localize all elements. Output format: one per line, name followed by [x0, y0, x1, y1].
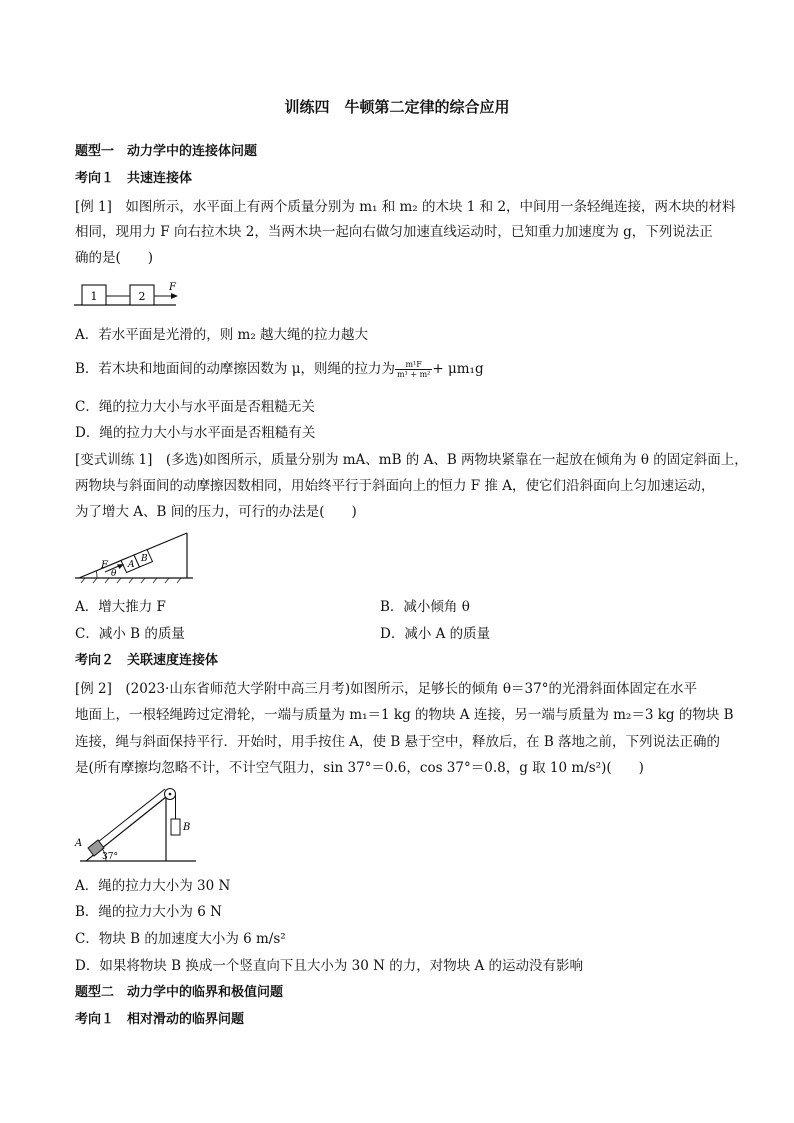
var1-option-a: A．增大推力 F [75, 599, 166, 615]
ex1-option-b-tail: + μm₁g [432, 361, 484, 377]
ex1-fraction-numerator: m¹F [395, 360, 432, 370]
ex1-text-line1: [例 1] 如图所示，水平面上有两个质量分别为 m₁ 和 m₂ 的木块 1 和 2，中间用一条轻绳连接，两木块的材料 [75, 199, 736, 215]
ex2-block-b-label: B [183, 822, 191, 833]
ex2-text-line1: [例 2] (2023·山东省师范大学附中高三月考)如图所示，足够长的倾角 θ＝37°的光滑斜面体固定在水平 [75, 681, 697, 697]
ex2-option-a: A．绳的拉力大小为 30 N [75, 878, 231, 894]
ex1-fraction-denominator: m¹ + m² [397, 370, 431, 379]
subsection-heading-1: 考向１ 共速连接体 [75, 171, 193, 186]
page-title: 训练四 牛顿第二定律的综合应用 [284, 98, 510, 116]
ex2-option-c: C．物块 B 的加速度大小为 6 m/s² [75, 931, 286, 947]
ex2-text-line3: 连接，绳与斜面保持平行．开始时，用手按住 A，使 B 悬于空中，释放后，在 B 落地之前，下列说法正确的 [75, 734, 721, 750]
ex1-force-label: F [169, 282, 176, 293]
subsection-heading-3: 考向１ 相对滑动的临界问题 [75, 1012, 245, 1027]
ex1-option-d: D．绳的拉力大小与水平面是否粗糙有关 [75, 425, 316, 441]
ex2-text-line2: 地面上，一根轻绳跨过定滑轮，一端与质量为 m₁＝1 kg 的物块 A 连接，另一端与质量为 m₂＝3 kg 的物块 B [75, 707, 734, 723]
ex1-option-b-text: B．若木块和地面间的动摩擦因数为 μ，则绳的拉力为 [75, 361, 395, 377]
var1-block-a-label: A [128, 560, 135, 570]
ex1-option-b-fraction [395, 360, 432, 379]
ex2-option-d: D．如果将物块 B 换成一个竖直向下且大小为 30 N 的力，对物块 A 的运动没有影响 [75, 958, 584, 974]
section-heading-1: 题型一 动力学中的连接体问题 [75, 144, 258, 159]
ex1-option-c: C．绳的拉力大小与水平面是否粗糙无关 [75, 399, 315, 415]
var1-text-line2: 两物块与斜面间的动摩擦因数相同，用始终平行于斜面向上的恒力 F 推 A，使它们沿斜面向上匀加速运动， [75, 478, 715, 494]
var1-option-c: C．减小 B 的质量 [75, 626, 185, 642]
var1-text-line1: [变式训练 1] (多选)如图所示，质量分别为 mA、mB 的 A、B 两物块紧靠在一起放在倾角为 θ 的固定斜面上， [75, 452, 748, 468]
section-heading-2: 题型二 动力学中的临界和极值问题 [75, 985, 284, 1000]
ex1-option-b [75, 360, 484, 379]
ex2-option-b: B．绳的拉力大小为 6 N [75, 904, 222, 920]
ex2-block-a-label: A [75, 838, 83, 849]
ex1-text-line3: 确的是( ) [75, 250, 154, 266]
var1-force-label: F [101, 560, 108, 571]
var1-option-b: B．减小倾角 θ [380, 599, 470, 615]
ex2-angle-label: 37° [102, 852, 118, 862]
var1-block-b-label: B [141, 554, 148, 564]
var1-option-d: D．减小 A 的质量 [380, 626, 491, 642]
ex2-figure-pulley [72, 785, 202, 865]
subsection-heading-2: 考向２ 关联速度连接体 [75, 653, 219, 668]
ex1-option-a: A．若水平面是光滑的，则 m₂ 越大绳的拉力越大 [75, 327, 369, 343]
var1-options-row-1 [75, 598, 715, 616]
var1-options-row-2 [75, 625, 715, 643]
ex1-text-line2: 相同，现用力 F 向右拉木块 2，当两木块一起向右做匀加速直线运动时，已知重力加速度为 g，下列说法正 [75, 224, 713, 240]
ex1-figure-blocks [74, 278, 194, 308]
ex1-block2-label: 2 [138, 290, 146, 303]
ex2-text-line4: 是(所有摩擦均忽略不计，不计空气阻力，sin 37°＝0.6，cos 37°＝0.8，g 取 10 m/s²)( ) [75, 760, 644, 776]
ex1-block1-label: 1 [90, 290, 98, 303]
var1-figure-incline [75, 530, 200, 585]
var1-text-line3: 为了增大 A、B 间的压力，可行的办法是( ) [75, 504, 357, 520]
var1-theta-label: θ [111, 569, 117, 579]
